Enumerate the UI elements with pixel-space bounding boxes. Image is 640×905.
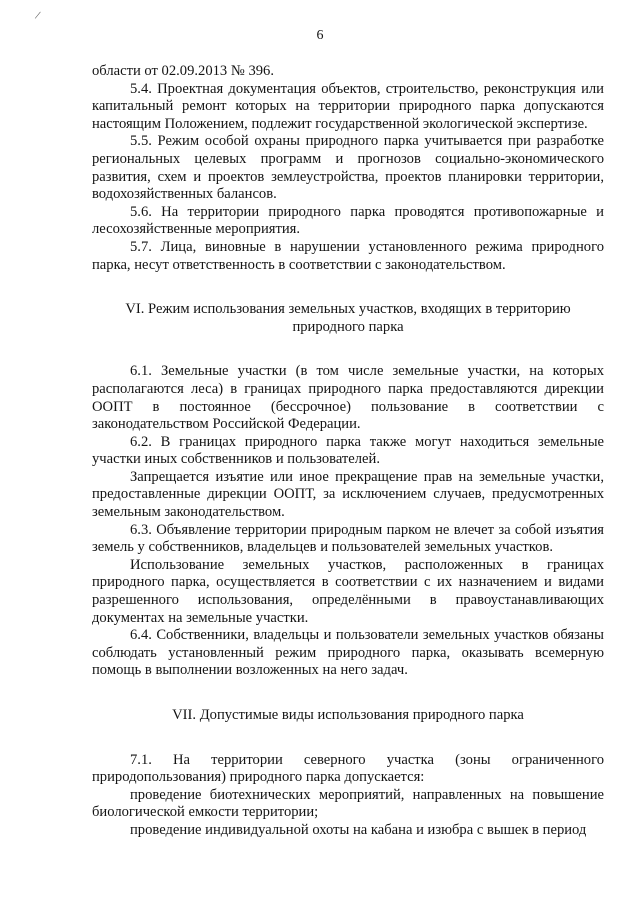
- section-heading-vii: VII. Допустимые виды использования природного парка: [172, 707, 524, 723]
- page-number: 6: [316, 28, 324, 43]
- section-heading-vi: VI. Режим использования земельных участков, входящих в территорию природного парка: [125, 301, 571, 335]
- paragraph-7-1: 7.1. На территории северного участка (зоны ограниченного природопользования) природного парка допускается:: [92, 751, 604, 786]
- paragraph-5-6: 5.6. На территории природного парка проводятся противопожарные и лесохозяйственные мероприятия.: [92, 203, 604, 238]
- paragraph-6-3-usage: Использование земельных участков, расположенных в границах природного парка, осуществляется в соответствии с их назначением и видами разрешенного использования, определёнными в правоустанавливающих документах на земельные участки.: [92, 556, 604, 626]
- margin-pen-mark: /: [33, 7, 42, 23]
- paragraph-6-2: 6.2. В границах природного парка также могут находиться земельные участки иных собственников и пользователей.: [92, 433, 604, 468]
- document-body: [92, 63, 604, 840]
- paragraph-6-3: 6.3. Объявление территории природным парком не влечет за собой изъятия земель у собственников, владельцев и пользователей земельных участков.: [92, 521, 604, 556]
- paragraph-7-1-hunting: проведение индивидуальной охоты на кабана и изюбра с вышек в период: [130, 821, 587, 838]
- paragraph-5-4: 5.4. Проектная документация объектов, строительство, реконструкция или капитальный ремонт которых на территории природного парка допускаются настоящим Положением, подлежит государственной экологической экспертизе.: [92, 80, 604, 132]
- paragraph-continuation: области от 02.09.2013 № 396.: [92, 63, 274, 79]
- paragraph-6-1: 6.1. Земельные участки (в том числе земельные участки, на которых располагаются леса) в границах природного парка предоставляются дирекции ООПТ в постоянное (бессрочное) пользование в соответствии с законодательством Российской Федерации.: [92, 363, 604, 433]
- paragraph-6-4: 6.4. Собственники, владельцы и пользователи земельных участков обязаны соблюдать установленный режим природного парка, оказывать всемерную помощь в выполнении возложенных на него задач.: [92, 627, 604, 679]
- paragraph-6-2-withdrawal: Запрещается изъятие или иное прекращение прав на земельные участки, предоставленные дирекции ООПТ, за исключением случаев, предусмотренных земельным законодательством.: [92, 468, 604, 521]
- paragraph-7-1-biotech: проведение биотехнических мероприятий, направленных на повышение биологической емкости территории;: [92, 786, 604, 821]
- paragraph-5-5: 5.5. Режим особой охраны природного парка учитывается при разработке региональных целевых программ и прогнозов социально-экономического развития, схем и проектов землеустройства, проектов планировки территории, водохозяйственных балансов.: [92, 133, 604, 203]
- paragraph-5-7: 5.7. Лица, виновные в нарушении установленного режима природного парка, несут ответственность в соответствии с законодательством.: [92, 238, 604, 273]
